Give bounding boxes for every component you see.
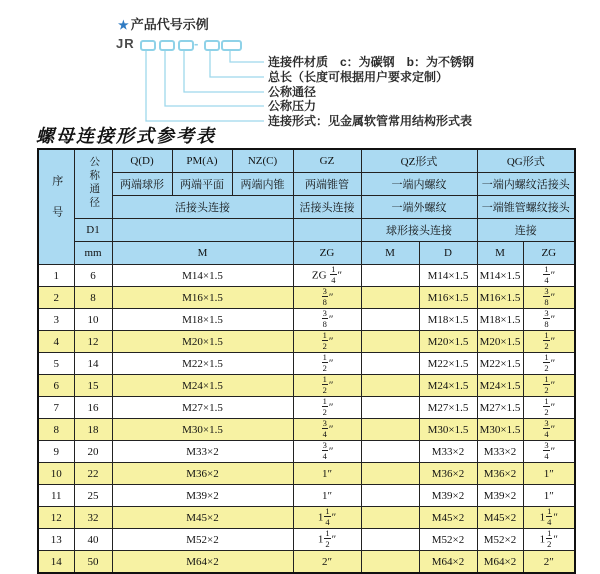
- cell-no: 8: [38, 419, 74, 441]
- cell-qg_m: M18×1.5: [477, 309, 523, 331]
- cell-qg_zg: 1″: [523, 463, 575, 485]
- header-pm: PM(A): [172, 149, 232, 173]
- cell-qg_zg: $\frac{1}{4}$ ″: [523, 265, 575, 287]
- cell-no: 6: [38, 375, 74, 397]
- cell-zg: 1″: [293, 463, 361, 485]
- table-row: [38, 331, 575, 353]
- cell-qz_d: M52×2: [419, 529, 477, 551]
- cell-dn: 50: [74, 551, 112, 574]
- header-seq: 序号: [38, 149, 74, 265]
- cell-qg_zg: $\frac{3}{4}$ ″: [523, 419, 575, 441]
- table-row: [38, 397, 575, 419]
- header-nz-sub: 两端内锥: [232, 173, 293, 196]
- header-qz-d: D: [419, 242, 477, 265]
- cell-dn: 20: [74, 441, 112, 463]
- code-label-material: 连接件材质 c：为碳钢 b：为不锈钢: [268, 55, 475, 69]
- header-zg: ZG: [293, 242, 361, 265]
- cell-qz_m: [361, 265, 419, 287]
- cell-qg_zg: $\frac{1}{2}$ ″: [523, 331, 575, 353]
- cell-zg: 1 $\frac{1}{4}$ ″: [293, 507, 361, 529]
- cell-no: 12: [38, 507, 74, 529]
- cell-qz_d: M24×1.5: [419, 375, 477, 397]
- cell-qg_m: M16×1.5: [477, 287, 523, 309]
- cell-dn: 8: [74, 287, 112, 309]
- code-label-diameter: 公称通径: [268, 85, 317, 99]
- cell-m: M16×1.5: [112, 287, 293, 309]
- cell-qg_zg: 1″: [523, 485, 575, 507]
- cell-zg: $\frac{1}{2}$ ″: [293, 331, 361, 353]
- cell-qg_zg: $\frac{3}{4}$ ″: [523, 441, 575, 463]
- cell-m: M30×1.5: [112, 419, 293, 441]
- table-row: [38, 485, 575, 507]
- cell-qg_zg: $\frac{3}{8}$ ″: [523, 287, 575, 309]
- table-row: [38, 507, 575, 529]
- header-qg-zg: ZG: [523, 242, 575, 265]
- cell-m: M20×1.5: [112, 331, 293, 353]
- header-qg-sub1: 一端内螺纹活接头: [477, 173, 575, 196]
- cell-dn: 15: [74, 375, 112, 397]
- cell-qg_m: M24×1.5: [477, 375, 523, 397]
- cell-qg_zg: $\frac{1}{2}$ ″: [523, 353, 575, 375]
- code-prefix: JR: [116, 36, 135, 51]
- cell-qz_d: M45×2: [419, 507, 477, 529]
- header-union-left: 活接头连接: [112, 196, 293, 219]
- cell-m: M64×2: [112, 551, 293, 574]
- cell-qz_m: [361, 529, 419, 551]
- cell-qz_m: [361, 551, 419, 574]
- cell-qz_m: [361, 309, 419, 331]
- cell-zg: 2″: [293, 551, 361, 574]
- cell-dn: 32: [74, 507, 112, 529]
- cell-m: M27×1.5: [112, 397, 293, 419]
- cell-qg_zg: $\frac{1}{2}$ ″: [523, 397, 575, 419]
- header-union-gz: 活接头连接: [293, 196, 361, 219]
- cell-dn: 16: [74, 397, 112, 419]
- cell-zg: $\frac{1}{2}$ ″: [293, 353, 361, 375]
- header-q: Q(D): [112, 149, 172, 173]
- cell-zg: 1 $\frac{1}{2}$ ″: [293, 529, 361, 551]
- product-code-example-label: 产品代号示例: [130, 17, 209, 32]
- header-qg-sub2: 一端锥管螺纹接头: [477, 196, 575, 219]
- header-qz: QZ形式: [361, 149, 477, 173]
- code-segment-box: [140, 40, 156, 51]
- table-row: [38, 419, 575, 441]
- header-q-sub: 两端球形: [112, 173, 172, 196]
- table-row: [38, 529, 575, 551]
- cell-m: M24×1.5: [112, 375, 293, 397]
- cell-qz_d: M64×2: [419, 551, 477, 574]
- header-blank-left: [112, 219, 293, 242]
- cell-no: 13: [38, 529, 74, 551]
- cell-qg_m: M33×2: [477, 441, 523, 463]
- cell-qz_d: M18×1.5: [419, 309, 477, 331]
- header-blank-gz: [293, 219, 361, 242]
- cell-qz_m: [361, 375, 419, 397]
- cell-qg_zg: 1 $\frac{1}{2}$ ″: [523, 529, 575, 551]
- cell-qg_m: M64×2: [477, 551, 523, 574]
- cell-dn: 18: [74, 419, 112, 441]
- cell-qz_d: M16×1.5: [419, 287, 477, 309]
- cell-qz_d: M27×1.5: [419, 397, 477, 419]
- table-title: 螺母连接形式参考表: [36, 126, 216, 146]
- cell-qg_m: M39×2: [477, 485, 523, 507]
- code-label-connection: 连接形式：见金属软管常用结构形式表: [268, 114, 473, 128]
- header-nz: NZ(C): [232, 149, 293, 173]
- cell-no: 10: [38, 463, 74, 485]
- cell-m: M33×2: [112, 441, 293, 463]
- cell-qg_m: M22×1.5: [477, 353, 523, 375]
- cell-qz_m: [361, 419, 419, 441]
- cell-m: M52×2: [112, 529, 293, 551]
- cell-m: M36×2: [112, 463, 293, 485]
- header-qg: QG形式: [477, 149, 575, 173]
- table-header: [38, 149, 575, 265]
- code-segment-box: [204, 40, 220, 51]
- header-qz-sub3: 球形接头连接: [361, 219, 477, 242]
- cell-dn: 40: [74, 529, 112, 551]
- cell-qg_m: M30×1.5: [477, 419, 523, 441]
- cell-qg_m: M52×2: [477, 529, 523, 551]
- code-dash: -: [194, 36, 199, 51]
- cell-qg_zg: 2″: [523, 551, 575, 574]
- cell-qz_m: [361, 397, 419, 419]
- cell-zg: $\frac{3}{4}$ ″: [293, 419, 361, 441]
- table-row: [38, 353, 575, 375]
- code-segment-box: [178, 40, 194, 51]
- cell-qg_m: M20×1.5: [477, 331, 523, 353]
- nut-connection-reference-table: [37, 148, 576, 574]
- cell-zg: $\frac{3}{4}$ ″: [293, 441, 361, 463]
- cell-qg_m: M14×1.5: [477, 265, 523, 287]
- cell-no: 5: [38, 353, 74, 375]
- cell-qz_m: [361, 353, 419, 375]
- header-qz-m: M: [361, 242, 419, 265]
- header-d1: D1: [74, 219, 112, 242]
- code-label-pressure: 公称压力: [268, 99, 317, 113]
- cell-m: M14×1.5: [112, 265, 293, 287]
- header-qz-sub2: 一端外螺纹: [361, 196, 477, 219]
- cell-qz_m: [361, 441, 419, 463]
- cell-dn: 6: [74, 265, 112, 287]
- table-row: [38, 375, 575, 397]
- cell-no: 3: [38, 309, 74, 331]
- cell-m: M22×1.5: [112, 353, 293, 375]
- star-icon: ★: [118, 18, 129, 32]
- cell-qz_m: [361, 331, 419, 353]
- header-pm-sub: 两端平面: [172, 173, 232, 196]
- cell-m: M45×2: [112, 507, 293, 529]
- header-mm: mm: [74, 242, 112, 265]
- cell-dn: 14: [74, 353, 112, 375]
- code-segment-box: [159, 40, 175, 51]
- cell-qg_m: M45×2: [477, 507, 523, 529]
- cell-qz_m: [361, 463, 419, 485]
- cell-qz_d: M30×1.5: [419, 419, 477, 441]
- cell-dn: 22: [74, 463, 112, 485]
- cell-dn: 25: [74, 485, 112, 507]
- table-row: [38, 441, 575, 463]
- cell-qg_zg: $\frac{1}{2}$ ″: [523, 375, 575, 397]
- cell-qz_d: M39×2: [419, 485, 477, 507]
- cell-qz_m: [361, 507, 419, 529]
- cell-dn: 12: [74, 331, 112, 353]
- cell-qz_d: M20×1.5: [419, 331, 477, 353]
- cell-qz_d: M14×1.5: [419, 265, 477, 287]
- cell-no: 9: [38, 441, 74, 463]
- table-row: [38, 551, 575, 574]
- cell-m: M18×1.5: [112, 309, 293, 331]
- table-row: [38, 287, 575, 309]
- table-row: [38, 463, 575, 485]
- cell-qz_d: M36×2: [419, 463, 477, 485]
- cell-qg_m: M36×2: [477, 463, 523, 485]
- cell-qg_m: M27×1.5: [477, 397, 523, 419]
- cell-zg: $\frac{3}{8}$ ″: [293, 309, 361, 331]
- cell-zg: ZG $\frac{1}{4}$ ″: [293, 265, 361, 287]
- cell-no: 2: [38, 287, 74, 309]
- header-m-wide: M: [112, 242, 293, 265]
- cell-qz_d: M33×2: [419, 441, 477, 463]
- cell-no: 4: [38, 331, 74, 353]
- header-gz: GZ: [293, 149, 361, 173]
- cell-zg: $\frac{3}{8}$ ″: [293, 287, 361, 309]
- cell-qz_m: [361, 485, 419, 507]
- cell-no: 1: [38, 265, 74, 287]
- cell-no: 7: [38, 397, 74, 419]
- table-body: [38, 265, 575, 574]
- cell-qg_zg: $\frac{3}{8}$ ″: [523, 309, 575, 331]
- code-segment-box: [221, 40, 242, 51]
- header-qg-sub3: 连接: [477, 219, 575, 242]
- cell-zg: $\frac{1}{2}$ ″: [293, 397, 361, 419]
- table-row: [38, 265, 575, 287]
- cell-m: M39×2: [112, 485, 293, 507]
- header-qz-sub1: 一端内螺纹: [361, 173, 477, 196]
- cell-dn: 10: [74, 309, 112, 331]
- cell-no: 11: [38, 485, 74, 507]
- table-row: [38, 309, 575, 331]
- cell-qz_m: [361, 287, 419, 309]
- cell-zg: $\frac{1}{2}$ ″: [293, 375, 361, 397]
- cell-no: 14: [38, 551, 74, 574]
- code-label-length: 总长（长度可根据用户要求定制）: [268, 70, 449, 84]
- header-dn: 公称通径: [74, 149, 112, 219]
- header-qg-m: M: [477, 242, 523, 265]
- cell-zg: 1″: [293, 485, 361, 507]
- cell-qg_zg: 1 $\frac{1}{4}$ ″: [523, 507, 575, 529]
- cell-qz_d: M22×1.5: [419, 353, 477, 375]
- header-gz-sub: 两端锥管: [293, 173, 361, 196]
